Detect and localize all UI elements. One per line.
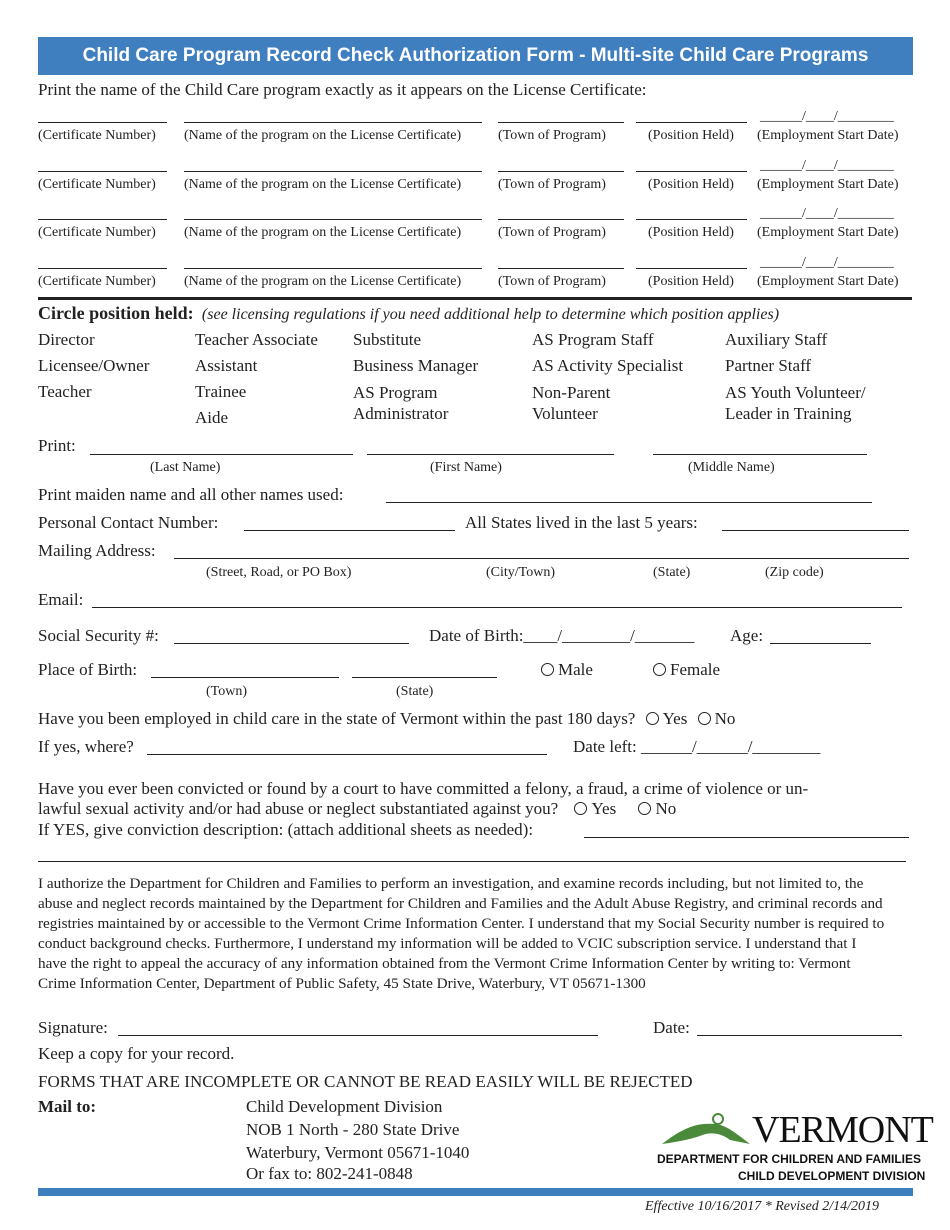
position-held-field[interactable] xyxy=(636,219,747,220)
position-aide[interactable]: Aide xyxy=(195,408,229,427)
program-town-field[interactable] xyxy=(498,122,624,123)
employed-no-option[interactable] xyxy=(698,709,736,728)
position-as-youth-volunteer[interactable]: AS Youth Volunteer/ Leader in Training xyxy=(725,383,866,423)
first-name-caption: (First Name) xyxy=(430,460,502,475)
section-rule xyxy=(38,297,912,300)
street-caption: (Street, Road, or PO Box) xyxy=(206,565,352,580)
program-town-field[interactable] xyxy=(498,268,624,269)
position-licensee-owner[interactable]: Licensee/Owner xyxy=(38,356,150,375)
mailing-address-field[interactable] xyxy=(174,558,909,559)
position-held-caption: (Position Held) xyxy=(648,177,734,192)
keep-copy-text: Keep a copy for your record. xyxy=(38,1044,235,1063)
gender-male-option[interactable] xyxy=(541,660,593,680)
last-name-caption: (Last Name) xyxy=(150,460,221,475)
conviction-description-field-2[interactable] xyxy=(38,861,906,862)
intro-text: Print the name of the Child Care program exactly as it appears on the License Certificate: xyxy=(38,80,647,99)
maiden-name-label: Print maiden name and all other names used: xyxy=(38,485,344,504)
employment-start-date-field[interactable]: ______/____/________ xyxy=(760,206,894,221)
position-trainee[interactable]: Trainee xyxy=(195,382,247,401)
town-caption: (Town of Program) xyxy=(498,177,606,192)
age-label: Age: xyxy=(730,626,764,645)
contact-number-field[interactable] xyxy=(244,530,455,531)
program-town-field[interactable] xyxy=(498,219,624,220)
position-teacher-associate[interactable]: Teacher Associate xyxy=(195,330,318,349)
footer-bar xyxy=(38,1188,913,1196)
position-heading: Circle position held: xyxy=(38,303,194,323)
start-date-caption: (Employment Start Date) xyxy=(757,274,899,289)
print-label: Print: xyxy=(38,436,76,455)
position-teacher[interactable]: Teacher xyxy=(38,382,92,401)
program-name-caption: (Name of the program on the License Certificate) xyxy=(184,225,462,240)
ssn-field[interactable] xyxy=(174,643,409,644)
program-name-caption: (Name of the program on the License Certificate) xyxy=(184,177,462,192)
middle-name-field[interactable] xyxy=(653,454,867,455)
zip-caption: (Zip code) xyxy=(765,565,824,580)
town-caption: (Town of Program) xyxy=(498,128,606,143)
position-partner-staff[interactable]: Partner Staff xyxy=(725,356,812,375)
position-held-caption: (Position Held) xyxy=(648,274,734,289)
program-name-caption: (Name of the program on the License Certificate) xyxy=(184,274,462,289)
position-held-caption: (Position Held) xyxy=(648,225,734,240)
signature-label: Signature: xyxy=(38,1018,108,1037)
birth-state-field[interactable] xyxy=(352,677,497,678)
position-held-field[interactable] xyxy=(636,268,747,269)
date-left-field[interactable]: Date left: ______/______/________ xyxy=(573,737,821,756)
mail-address-line1: Child Development Division xyxy=(246,1097,443,1116)
conviction-question-line1: Have you ever been convicted or found by a court to have committed a felony, a fraud, a crime of violence or un- xyxy=(38,779,809,798)
conviction-question-row xyxy=(38,799,676,819)
conviction-no-radio-icon[interactable] xyxy=(638,802,651,815)
conviction-description-label: If YES, give conviction description: (attach additional sheets as needed): xyxy=(38,820,534,839)
employed-question-row xyxy=(38,709,735,729)
mail-address-line3: Waterbury, Vermont 05671-1040 xyxy=(246,1143,470,1162)
position-non-parent-volunteer[interactable]: Non-Parent Volunteer xyxy=(532,383,611,423)
contact-number-label: Personal Contact Number: xyxy=(38,513,219,532)
where-field[interactable] xyxy=(147,754,547,755)
conviction-yes-label: Yes xyxy=(591,799,617,818)
first-name-field[interactable] xyxy=(367,454,614,455)
certificate-number-field[interactable] xyxy=(38,171,167,172)
effective-date: Effective 10/16/2017 * Revised 2/14/2019 xyxy=(645,1199,880,1214)
town-caption: (Town of Program) xyxy=(498,274,606,289)
position-held-field[interactable] xyxy=(636,122,747,123)
email-label: Email: xyxy=(38,590,84,609)
conviction-no-label: No xyxy=(655,799,677,818)
position-held-caption: (Position Held) xyxy=(648,128,734,143)
employed-yes-radio-icon[interactable] xyxy=(646,712,659,725)
certificate-number-caption: (Certificate Number) xyxy=(38,274,156,289)
age-field[interactable] xyxy=(770,643,871,644)
maiden-name-field[interactable] xyxy=(386,502,872,503)
certificate-number-caption: (Certificate Number) xyxy=(38,128,156,143)
states-lived-field[interactable] xyxy=(722,530,909,531)
vermont-logo xyxy=(657,1109,933,1185)
position-heading-row xyxy=(38,303,779,325)
certificate-number-field[interactable] xyxy=(38,268,167,269)
position-as-activity-specialist[interactable]: AS Activity Specialist xyxy=(532,356,684,375)
certificate-number-field[interactable] xyxy=(38,219,167,220)
employment-start-date-field[interactable]: ______/____/________ xyxy=(760,109,894,124)
position-as-program-staff[interactable]: AS Program Staff xyxy=(532,330,654,349)
mailing-address-label: Mailing Address: xyxy=(38,541,156,560)
program-name-field[interactable] xyxy=(184,268,482,269)
certificate-number-caption: (Certificate Number) xyxy=(38,225,156,240)
program-town-field[interactable] xyxy=(498,171,624,172)
conviction-no-option[interactable] xyxy=(638,799,676,818)
female-label: Female xyxy=(670,660,721,679)
vermont-wordmark: VERMONT xyxy=(752,1109,933,1151)
signature-field[interactable] xyxy=(118,1035,598,1036)
ssn-label: Social Security #: xyxy=(38,626,159,645)
gender-female-option[interactable] xyxy=(653,660,720,680)
mail-to-label: Mail to: xyxy=(38,1097,97,1116)
position-business-manager[interactable]: Business Manager xyxy=(353,356,479,375)
program-name-field[interactable] xyxy=(184,122,482,123)
email-field[interactable] xyxy=(92,607,902,608)
dob-field[interactable]: Date of Birth:____/________/_______ xyxy=(429,626,695,645)
conviction-question-line2: lawful sexual activity and/or had abuse or neglect substantiated against you? xyxy=(38,799,559,818)
mail-address-line2: NOB 1 North - 280 State Drive xyxy=(246,1120,460,1139)
logo-division-line: CHILD DEVELOPMENT DIVISION xyxy=(738,1169,926,1183)
certificate-number-caption: (Certificate Number) xyxy=(38,177,156,192)
male-radio-icon[interactable] xyxy=(541,663,554,676)
town-caption: (Town of Program) xyxy=(498,225,606,240)
position-assistant[interactable]: Assistant xyxy=(195,356,258,375)
conviction-yes-radio-icon[interactable] xyxy=(574,802,587,815)
middle-name-caption: (Middle Name) xyxy=(688,460,775,475)
place-of-birth-label: Place of Birth: xyxy=(38,660,138,679)
program-name-field[interactable] xyxy=(184,171,482,172)
reject-notice: FORMS THAT ARE INCOMPLETE OR CANNOT BE READ EASILY WILL BE REJECTED xyxy=(38,1072,693,1091)
position-held-field[interactable] xyxy=(636,171,747,172)
where-label: If yes, where? xyxy=(38,737,134,756)
employed-yes-label: Yes xyxy=(662,709,688,728)
program-name-field[interactable] xyxy=(184,219,482,220)
start-date-caption: (Employment Start Date) xyxy=(757,128,899,143)
employment-start-date-field[interactable]: ______/____/________ xyxy=(760,158,894,173)
employment-start-date-field[interactable]: ______/____/________ xyxy=(760,255,894,270)
last-name-field[interactable] xyxy=(90,454,353,455)
form-title: Child Care Program Record Check Authorization Form - Multi-site Child Care Programs xyxy=(38,37,913,75)
employed-no-radio-icon[interactable] xyxy=(698,712,711,725)
employed-no-label: No xyxy=(714,709,736,728)
start-date-caption: (Employment Start Date) xyxy=(757,225,899,240)
date-label: Date: xyxy=(653,1018,690,1037)
position-director[interactable]: Director xyxy=(38,330,95,349)
position-as-program-administrator[interactable]: AS Program Administrator xyxy=(353,383,449,423)
start-date-caption: (Employment Start Date) xyxy=(757,177,899,192)
conviction-description-field[interactable] xyxy=(584,837,909,838)
male-label: Male xyxy=(558,660,593,679)
program-name-caption: (Name of the program on the License Certificate) xyxy=(184,128,462,143)
position-substitute[interactable]: Substitute xyxy=(353,330,422,349)
employed-question: Have you been employed in child care in the state of Vermont within the past 180 days? xyxy=(38,709,636,728)
state-caption: (State) xyxy=(653,565,691,580)
mountain-logo-icon xyxy=(660,1110,755,1150)
birth-state-caption: (State) xyxy=(396,684,434,699)
female-radio-icon[interactable] xyxy=(653,663,666,676)
birth-town-field[interactable] xyxy=(151,677,339,678)
birth-town-caption: (Town) xyxy=(206,684,248,699)
employed-yes-option[interactable] xyxy=(646,709,688,728)
date-field[interactable] xyxy=(697,1035,902,1036)
conviction-yes-option[interactable] xyxy=(574,799,616,818)
certificate-number-field[interactable] xyxy=(38,122,167,123)
logo-department-line: DEPARTMENT FOR CHILDREN AND FAMILIES xyxy=(657,1152,921,1166)
city-caption: (City/Town) xyxy=(486,565,556,580)
authorization-text: I authorize the Department for Children and Families to perform an investigation, and examine records including, but not limited to, the abuse and neglect records maintained by the Department for Children and Families and the Adult Abuse Registry, and criminal records and registries maintained by or accessible to the Vermont Crime Information Center. I understand that my Social Security number is required to conduct background checks. Furthermore, I understand my information will be added to VCIC subscription service. I understand that I have the right to appeal the accuracy of any information obtained from the Vermont Crime Information Center by writing to: Vermont Crime Information Center, Department of Public Safety, 45 State Drive, Waterbury, VT 05671-1300 xyxy=(38,875,885,992)
states-lived-label: All States lived in the last 5 years: xyxy=(465,513,698,532)
fax-line: Or fax to: 802-241-0848 xyxy=(246,1164,413,1183)
position-note: (see licensing regulations if you need additional help to determine which position applies) xyxy=(201,306,780,323)
position-auxiliary-staff[interactable]: Auxiliary Staff xyxy=(725,330,828,349)
